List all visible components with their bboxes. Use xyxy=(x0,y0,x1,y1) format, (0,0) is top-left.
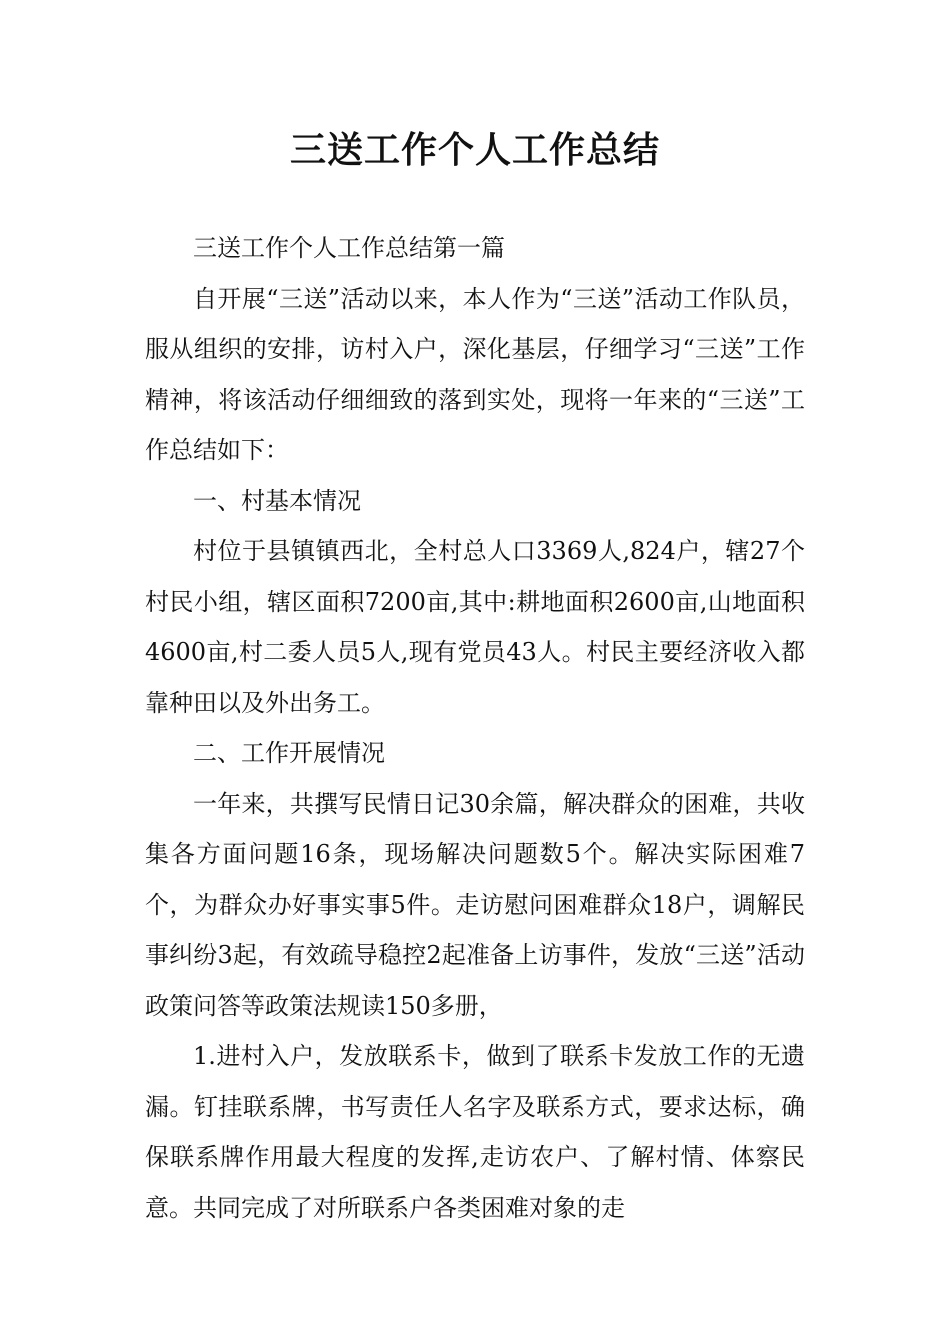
item-1-paragraph: 1.进村入户，发放联系卡，做到了联系卡发放工作的无遗漏。钉挂联系牌，书写责任人名字及联系方式，要求达标，确保联系牌作用最大程度的发挥,走访农户、了解村情、体察民意。共同完成了对所联系户各类困难对象的走 xyxy=(145,1042,805,1222)
work-paragraph: 一年来，共撰写民情日记30余篇，解决群众的困难，共收集各方面问题16条，现场解决问题数5个。解决实际困难7个，为群众办好事实事5件。走访慰问困难群众18户，调解民事纠纷3起，有效疏导稳控2起准备上访事件，发放“三送”活动政策问答等政策法规读150多册， xyxy=(145,789,805,1020)
section-heading-first: 三送工作个人工作总结第一篇 xyxy=(193,234,505,262)
section-heading-work: 二、工作开展情况 xyxy=(193,739,385,767)
section-heading-village: 一、村基本情况 xyxy=(193,486,361,515)
document-title: 三送工作个人工作总结 xyxy=(289,129,660,171)
document-body xyxy=(145,223,805,1233)
village-paragraph: 村位于县镇镇西北，全村总人口3369人,824户，辖27个村民小组，辖区面积7200亩,其中:耕地面积2600亩,山地面积4600亩,村二委人员5人,现有党员43人。村民主要经济收入都靠种田以及外出务工。 xyxy=(145,537,805,717)
intro-paragraph: 自开展“三送”活动以来，本人作为“三送”活动工作队员，服从组织的安排，访村入户，深化基层，仔细学习“三送”工作精神，将该活动仔细细致的落到实处，现将一年来的“三送”工作总结如下： xyxy=(145,284,805,464)
